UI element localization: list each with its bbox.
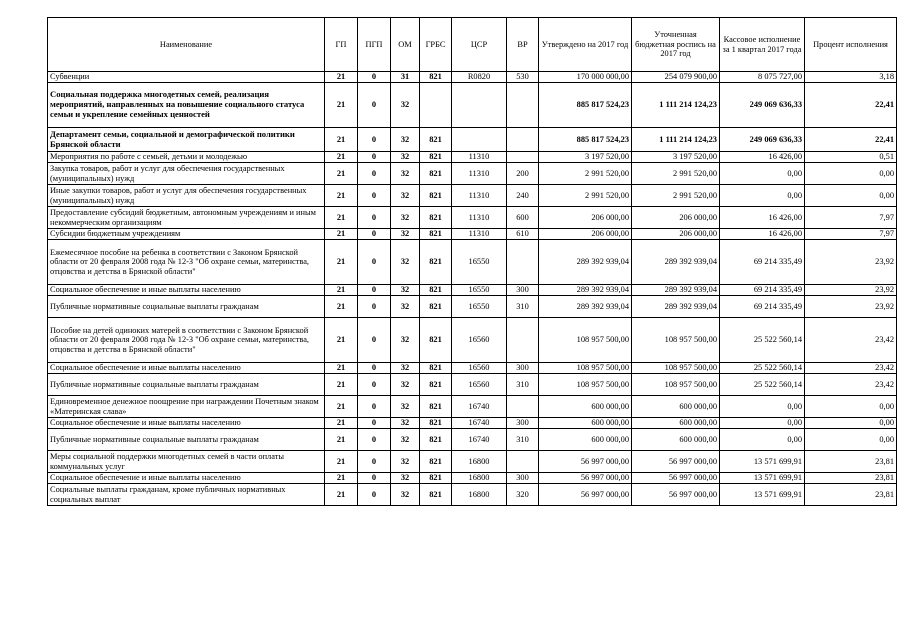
cell-om: 32 [391,318,420,363]
table-row [48,429,897,451]
cell-percent: 7,97 [805,229,897,240]
cell-csr: 16560 [452,318,507,363]
cell-approved: 108 957 500,00 [539,374,632,396]
cell-pgp: 0 [358,374,391,396]
cell-grbs: 821 [420,163,452,185]
header-cash: Кассовое исполнение за 1 квартал 2017 года [720,18,805,72]
header-om: ОМ [391,18,420,72]
header-refined: Уточненная бюджетная роспись на 2017 год [632,18,720,72]
cell-csr: R0820 [452,72,507,83]
cell-percent: 3,18 [805,72,897,83]
cell-csr: 16550 [452,296,507,318]
cell-grbs: 821 [420,128,452,152]
header-csr: ЦСР [452,18,507,72]
cell-name: Публичные нормативные социальные выплаты гражданам [48,429,325,451]
cell-om: 32 [391,185,420,207]
cell-csr: 11310 [452,185,507,207]
header-grbs: ГРБС [420,18,452,72]
cell-vr [507,318,539,363]
cell-approved: 885 817 524,23 [539,83,632,128]
cell-percent: 23,81 [805,451,897,473]
cell-grbs: 821 [420,240,452,285]
cell-csr: 11310 [452,229,507,240]
header-row [48,18,897,72]
cell-grbs: 821 [420,72,452,83]
cell-percent: 23,42 [805,318,897,363]
cell-grbs: 821 [420,418,452,429]
cell-name: Субсидии бюджетным учреждениям [48,229,325,240]
cell-refined: 2 991 520,00 [632,163,720,185]
cell-pgp: 0 [358,318,391,363]
cell-refined: 1 111 214 124,23 [632,83,720,128]
cell-om: 32 [391,128,420,152]
cell-csr: 16740 [452,418,507,429]
cell-vr: 200 [507,163,539,185]
cell-om: 32 [391,296,420,318]
cell-approved: 600 000,00 [539,429,632,451]
cell-pgp: 0 [358,229,391,240]
cell-cash: 8 075 727,00 [720,72,805,83]
cell-om: 32 [391,229,420,240]
cell-gp: 21 [325,185,358,207]
cell-grbs: 821 [420,296,452,318]
cell-pgp: 0 [358,451,391,473]
cell-gp: 21 [325,83,358,128]
cell-om: 32 [391,451,420,473]
cell-om: 32 [391,363,420,374]
cell-pgp: 0 [358,429,391,451]
cell-name: Иные закупки товаров, работ и услуг для обеспечения государственных (муниципальных) нужд [48,185,325,207]
table-row [48,296,897,318]
cell-pgp: 0 [358,207,391,229]
cell-refined: 2 991 520,00 [632,185,720,207]
cell-om: 32 [391,240,420,285]
table-row [48,418,897,429]
cell-percent: 0,51 [805,152,897,163]
cell-gp: 21 [325,429,358,451]
cell-refined: 56 997 000,00 [632,484,720,506]
cell-grbs: 821 [420,363,452,374]
cell-om: 31 [391,72,420,83]
cell-cash: 249 069 636,33 [720,128,805,152]
cell-gp: 21 [325,72,358,83]
table-row [48,396,897,418]
cell-pgp: 0 [358,285,391,296]
cell-percent: 0,00 [805,418,897,429]
cell-om: 32 [391,418,420,429]
cell-csr: 11310 [452,152,507,163]
cell-refined: 56 997 000,00 [632,473,720,484]
cell-pgp: 0 [358,484,391,506]
cell-approved: 289 392 939,04 [539,296,632,318]
cell-name: Публичные нормативные социальные выплаты гражданам [48,374,325,396]
cell-refined: 206 000,00 [632,207,720,229]
cell-cash: 0,00 [720,185,805,207]
cell-pgp: 0 [358,83,391,128]
header-name: Наименование [48,18,325,72]
table-row [48,484,897,506]
cell-vr [507,128,539,152]
cell-csr: 16800 [452,451,507,473]
cell-approved: 170 000 000,00 [539,72,632,83]
cell-pgp: 0 [358,185,391,207]
cell-refined: 289 392 939,04 [632,296,720,318]
cell-name: Социальное обеспечение и иные выплаты населению [48,473,325,484]
cell-gp: 21 [325,163,358,185]
cell-gp: 21 [325,152,358,163]
table-row [48,207,897,229]
cell-vr: 310 [507,296,539,318]
cell-percent: 23,81 [805,484,897,506]
cell-pgp: 0 [358,240,391,285]
cell-gp: 21 [325,363,358,374]
cell-csr: 16740 [452,396,507,418]
cell-refined: 600 000,00 [632,396,720,418]
cell-pgp: 0 [358,363,391,374]
cell-refined: 600 000,00 [632,418,720,429]
cell-csr: 11310 [452,163,507,185]
cell-cash: 0,00 [720,163,805,185]
cell-grbs: 821 [420,429,452,451]
table-row [48,72,897,83]
cell-grbs: 821 [420,185,452,207]
cell-cash: 69 214 335,49 [720,240,805,285]
cell-approved: 600 000,00 [539,396,632,418]
cell-approved: 2 991 520,00 [539,185,632,207]
cell-vr [507,83,539,128]
cell-approved: 2 991 520,00 [539,163,632,185]
cell-vr: 300 [507,418,539,429]
cell-vr: 300 [507,473,539,484]
cell-vr [507,451,539,473]
cell-om: 32 [391,152,420,163]
cell-name: Ежемесячное пособие на ребенка в соответствии с Законом Брянской области от 20 февраля 2008 года № 12-З "Об охране семьи, материнства, отцовства и детства в Брянской области" [48,240,325,285]
cell-cash: 16 426,00 [720,229,805,240]
cell-cash: 13 571 699,91 [720,451,805,473]
cell-gp: 21 [325,207,358,229]
cell-percent: 0,00 [805,429,897,451]
cell-om: 32 [391,429,420,451]
cell-om: 32 [391,163,420,185]
cell-vr: 610 [507,229,539,240]
table-row [48,318,897,363]
cell-pgp: 0 [358,163,391,185]
cell-vr [507,240,539,285]
cell-name: Социальное обеспечение и иные выплаты населению [48,285,325,296]
cell-refined: 206 000,00 [632,229,720,240]
cell-pgp: 0 [358,396,391,418]
cell-approved: 600 000,00 [539,418,632,429]
cell-name: Предоставление субсидий бюджетным, автономным учреждениям и иным некоммерческим организациям [48,207,325,229]
cell-grbs: 821 [420,152,452,163]
table-row [48,83,897,128]
cell-approved: 56 997 000,00 [539,473,632,484]
cell-om: 32 [391,484,420,506]
cell-percent: 23,92 [805,296,897,318]
cell-cash: 249 069 636,33 [720,83,805,128]
cell-gp: 21 [325,374,358,396]
cell-pgp: 0 [358,128,391,152]
cell-cash: 69 214 335,49 [720,296,805,318]
cell-csr: 11310 [452,207,507,229]
cell-gp: 21 [325,396,358,418]
cell-approved: 206 000,00 [539,207,632,229]
cell-gp: 21 [325,484,358,506]
cell-csr: 16560 [452,374,507,396]
cell-om: 32 [391,396,420,418]
cell-name: Закупка товаров, работ и услуг для обеспечения государственных (муниципальных) нужд [48,163,325,185]
cell-grbs: 821 [420,484,452,506]
cell-gp: 21 [325,285,358,296]
cell-percent: 23,42 [805,363,897,374]
cell-percent: 23,81 [805,473,897,484]
table-row [48,363,897,374]
cell-cash: 25 522 560,14 [720,363,805,374]
cell-om: 32 [391,374,420,396]
cell-approved: 3 197 520,00 [539,152,632,163]
cell-percent: 23,92 [805,240,897,285]
cell-refined: 254 079 900,00 [632,72,720,83]
header-vr: ВР [507,18,539,72]
cell-name: Пособие на детей одиноких матерей в соответствии с Законом Брянской области от 20 февраля 2008 года № 12-З "Об охране семьи, материнства, отцовства и детства в Брянской области" [48,318,325,363]
budget-table [47,17,897,506]
cell-cash: 25 522 560,14 [720,318,805,363]
cell-vr: 300 [507,363,539,374]
table-row [48,152,897,163]
cell-name: Меры социальной поддержки многодетных семей в части оплаты коммунальных услуг [48,451,325,473]
cell-csr: 16740 [452,429,507,451]
table-row [48,185,897,207]
cell-pgp: 0 [358,152,391,163]
cell-refined: 600 000,00 [632,429,720,451]
table-row [48,473,897,484]
cell-cash: 0,00 [720,429,805,451]
table-row [48,374,897,396]
cell-vr: 240 [507,185,539,207]
header-gp: ГП [325,18,358,72]
cell-percent: 0,00 [805,163,897,185]
header-approved: Утверждено на 2017 год [539,18,632,72]
cell-refined: 289 392 939,04 [632,285,720,296]
cell-vr: 530 [507,72,539,83]
cell-gp: 21 [325,229,358,240]
cell-cash: 0,00 [720,418,805,429]
cell-approved: 108 957 500,00 [539,363,632,374]
table-row [48,229,897,240]
cell-refined: 108 957 500,00 [632,374,720,396]
cell-csr [452,128,507,152]
cell-refined: 3 197 520,00 [632,152,720,163]
cell-vr: 310 [507,374,539,396]
cell-gp: 21 [325,128,358,152]
cell-approved: 206 000,00 [539,229,632,240]
header-pgp: ПГП [358,18,391,72]
cell-cash: 0,00 [720,396,805,418]
cell-percent: 23,42 [805,374,897,396]
cell-grbs: 821 [420,374,452,396]
cell-gp: 21 [325,296,358,318]
cell-csr: 16550 [452,240,507,285]
cell-vr [507,152,539,163]
cell-grbs: 821 [420,229,452,240]
cell-approved: 56 997 000,00 [539,484,632,506]
cell-vr: 320 [507,484,539,506]
table-row [48,285,897,296]
cell-csr: 16800 [452,473,507,484]
cell-grbs [420,83,452,128]
header-percent: Процент исполнения [805,18,897,72]
cell-csr [452,83,507,128]
cell-vr: 310 [507,429,539,451]
cell-vr: 300 [507,285,539,296]
cell-grbs: 821 [420,396,452,418]
cell-percent: 22,41 [805,83,897,128]
cell-cash: 16 426,00 [720,152,805,163]
table-row [48,128,897,152]
cell-refined: 1 111 214 124,23 [632,128,720,152]
cell-name: Социальные выплаты гражданам, кроме публичных нормативных социальных выплат [48,484,325,506]
cell-percent: 22,41 [805,128,897,152]
cell-vr [507,396,539,418]
table-row [48,451,897,473]
cell-approved: 289 392 939,04 [539,285,632,296]
cell-pgp: 0 [358,72,391,83]
cell-approved: 885 817 524,23 [539,128,632,152]
cell-cash: 13 571 699,91 [720,473,805,484]
cell-name: Социальное обеспечение и иные выплаты населению [48,418,325,429]
cell-gp: 21 [325,451,358,473]
cell-vr: 600 [507,207,539,229]
cell-gp: 21 [325,318,358,363]
cell-percent: 0,00 [805,396,897,418]
cell-approved: 289 392 939,04 [539,240,632,285]
cell-grbs: 821 [420,207,452,229]
cell-name: Социальное обеспечение и иные выплаты населению [48,363,325,374]
cell-csr: 16550 [452,285,507,296]
cell-om: 32 [391,83,420,128]
cell-name: Субвенции [48,72,325,83]
cell-cash: 69 214 335,49 [720,285,805,296]
cell-percent: 23,92 [805,285,897,296]
cell-name: Департамент семьи, социальной и демографической политики Брянской области [48,128,325,152]
cell-name: Единовременное денежное поощрение при награждении Почетным знаком «Материнская слава» [48,396,325,418]
cell-cash: 25 522 560,14 [720,374,805,396]
cell-refined: 56 997 000,00 [632,451,720,473]
cell-pgp: 0 [358,418,391,429]
table-body [48,72,897,506]
table-row [48,163,897,185]
cell-om: 32 [391,473,420,484]
table-row [48,240,897,285]
cell-csr: 16800 [452,484,507,506]
cell-refined: 108 957 500,00 [632,363,720,374]
cell-name: Публичные нормативные социальные выплаты гражданам [48,296,325,318]
cell-om: 32 [391,207,420,229]
cell-approved: 108 957 500,00 [539,318,632,363]
cell-approved: 56 997 000,00 [539,451,632,473]
cell-grbs: 821 [420,473,452,484]
cell-pgp: 0 [358,296,391,318]
cell-refined: 289 392 939,04 [632,240,720,285]
cell-cash: 13 571 699,91 [720,484,805,506]
cell-gp: 21 [325,240,358,285]
cell-refined: 108 957 500,00 [632,318,720,363]
cell-percent: 7,97 [805,207,897,229]
cell-cash: 16 426,00 [720,207,805,229]
cell-percent: 0,00 [805,185,897,207]
cell-csr: 16560 [452,363,507,374]
cell-grbs: 821 [420,451,452,473]
cell-grbs: 821 [420,285,452,296]
cell-om: 32 [391,285,420,296]
cell-pgp: 0 [358,473,391,484]
cell-name: Социальная поддержка многодетных семей, реализация мероприятий, направленных на повышение социального статуса семьи и укрепление семейных ценностей [48,83,325,128]
cell-gp: 21 [325,473,358,484]
cell-gp: 21 [325,418,358,429]
cell-grbs: 821 [420,318,452,363]
cell-name: Мероприятия по работе с семьей, детьми и молодежью [48,152,325,163]
